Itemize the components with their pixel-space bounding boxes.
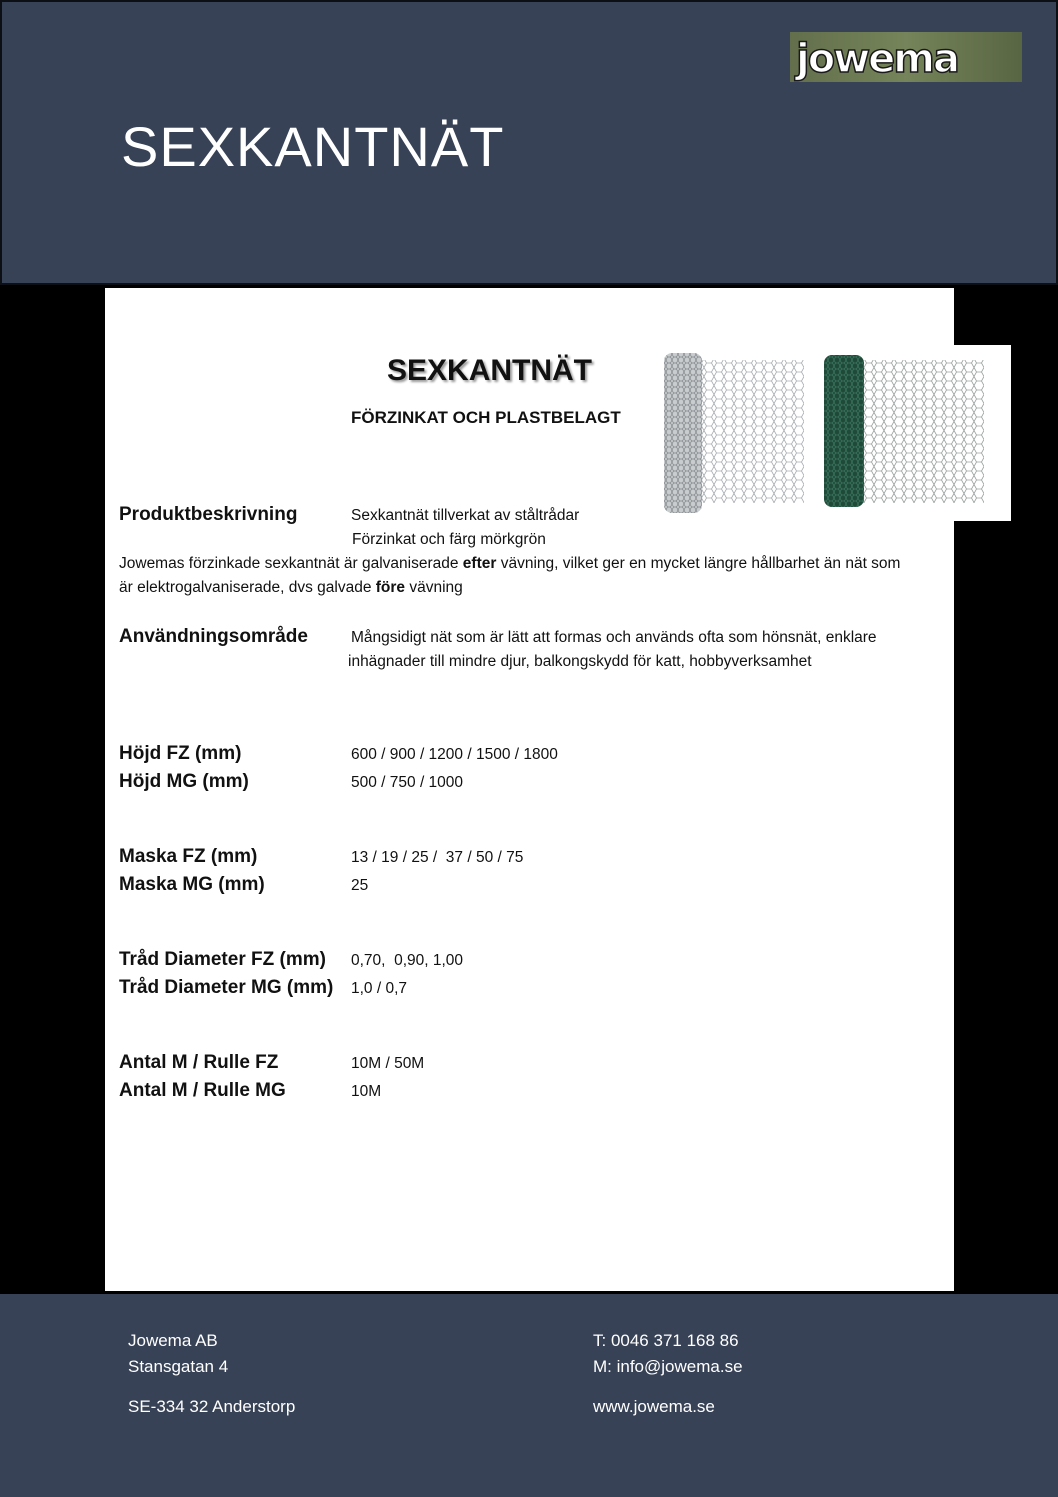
spec-label: Maska FZ (mm) <box>119 846 258 867</box>
spec-value: 600 / 900 / 1200 / 1500 / 1800 <box>351 746 558 763</box>
spec-label: Maska MG (mm) <box>119 874 265 895</box>
usage-line-2: inhägnader till mindre djur, balkongskydd för katt, hobbyverksamhet <box>348 653 812 670</box>
usage-line-1: Mångsidigt nät som är lätt att formas och används ofta som hönsnät, enklare <box>351 629 877 646</box>
spec-value: 13 / 19 / 25 / 37 / 50 / 75 <box>351 849 524 866</box>
spec-value: 1,0 / 0,7 <box>351 980 408 997</box>
document-title: SEXKANTNÄT <box>387 354 593 387</box>
spec-value: 25 <box>351 877 369 894</box>
spec-value: 0,70, 0,90, 1,00 <box>351 952 464 969</box>
para1-text-c: vävning, vilket ger en mycket längre hållbarhet än nät som <box>496 555 901 572</box>
email-address[interactable]: M: info@jowema.se <box>593 1357 743 1376</box>
description-line-1: Sexkantnät tillverkat av ståltrådar <box>351 507 580 524</box>
phone-number: T: 0046 371 168 86 <box>593 1331 739 1350</box>
document-subtitle: FÖRZINKAT OCH PLASTBELAGT <box>351 408 621 427</box>
spec-value: 500 / 750 / 1000 <box>351 774 464 791</box>
logo-text <box>790 32 1022 82</box>
header-banner <box>0 0 1058 285</box>
jowema-logo-icon <box>790 32 1022 82</box>
postal-address: SE-334 32 Anderstorp <box>128 1397 296 1416</box>
street-address: Stansgatan 4 <box>128 1357 229 1376</box>
spec-value: 10M / 50M <box>351 1055 425 1072</box>
website-link[interactable]: www.jowema.se <box>593 1397 715 1416</box>
description-line-2: Förzinkat och färg mörkgrön <box>352 531 546 548</box>
spec-label: Antal M / Rulle MG <box>119 1080 286 1101</box>
company-name: Jowema AB <box>128 1331 218 1350</box>
spec-label: Tråd Diameter MG (mm) <box>119 977 334 998</box>
spec-label: Höjd FZ (mm) <box>119 743 242 764</box>
para2-emphasis: före <box>375 579 406 596</box>
description-label: Produktbeskrivning <box>119 504 298 525</box>
description-paragraph-2 <box>119 579 463 597</box>
description-paragraph-1 <box>119 555 900 573</box>
para2-text-a: är elektrogalvaniserade, dvs galvade <box>119 579 376 596</box>
spec-label: Tråd Diameter FZ (mm) <box>119 949 326 970</box>
para1-emphasis: efter <box>462 555 497 572</box>
svg-text:jowema: jowema <box>796 36 958 82</box>
wire-mesh-rolls-icon <box>654 345 1011 521</box>
usage-label: Användningsområde <box>119 626 308 647</box>
spec-label: Höjd MG (mm) <box>119 771 249 792</box>
page-title: SEXKANTNÄT <box>121 115 505 178</box>
spec-label: Antal M / Rulle FZ <box>119 1052 279 1073</box>
para2-text-c: vävning <box>405 579 463 596</box>
footer <box>0 1294 1058 1497</box>
para1-text-a: Jowemas förzinkade sexkantnät är galvaniserade <box>119 555 463 572</box>
spec-value: 10M <box>351 1083 382 1100</box>
